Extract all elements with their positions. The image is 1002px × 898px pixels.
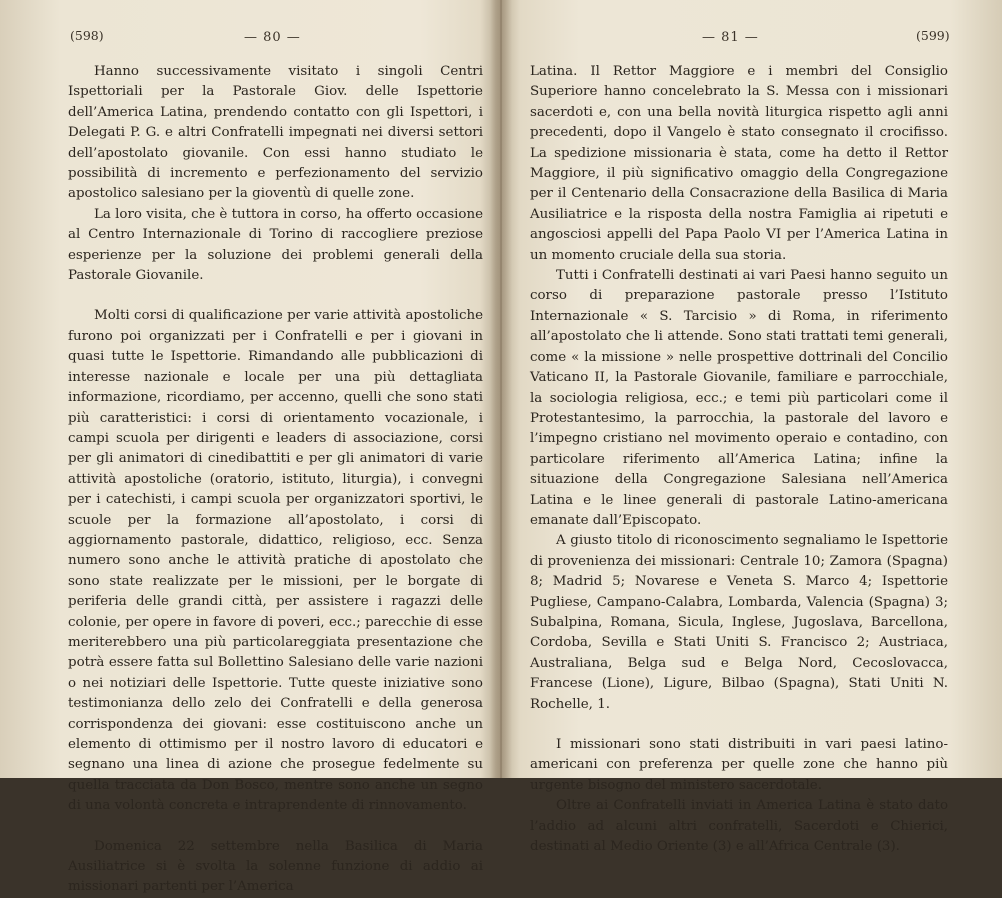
paragraph: A giusto titolo di riconoscimento segnaliamo le Ispettorie di provenienza dei missionari: Centrale 10; Zamora (Spagna) 8; Madrid 5; Novarese e Veneta S. Marco 4; Ispettorie Pugliese, Campano-Calabra, Lombarda, Valencia (Spagna) 3; Subalpina, Romana, Sicula, Inglese, Jugoslava, Barcellona, Cordoba, Sevilla e Stati Uniti S. Francisco 2; Austriaca, Australiana, Belga sud e Belga Nord, Cecoslovacca, Francese (Lione), Ligure, Bilbao (Spagna), Stati Uniti N. Rochelle, 1. <box>530 533 948 712</box>
paragraph: Oltre ai Confratelli inviati in America Latina è stato dato l’addio ad alcuni altri confratelli, Sacerdoti e Chierici, destinati al Medio Oriente (3) e all’Africa Centrale (3). <box>530 798 948 855</box>
paragraph: Latina. Il Rettor Maggiore e i membri del Consiglio Superiore hanno concelebrato la S. Messa con i missionari sacerdoti e, con una bella novità liturgica rispetto agli anni precedenti, dopo il Vangelo è stato consegnato il crocifisso. La spedizione missionaria è stata, come ha detto il Rettor Maggiore, il più significativo omaggio della Congregazione per il Centenario della Consacrazione della Basilica di Maria Ausiliatrice e la risposta della nostra Famiglia ai ripetuti e angosciosi appelli del Papa Paolo VI per l’America Latina in un momento cruciale della sua storia. <box>530 64 948 263</box>
paragraph: I missionari sono stati distribuiti in vari paesi latino-americani con preferenza per quelle zone che hanno più urgente bisogno del ministero sacerdotale. <box>530 737 948 793</box>
paragraph: La loro visita, che è tuttora in corso, ha offerto occasione al Centro Internazionale di Torino di raccogliere preziose esperienze per la soluzione dei problemi generali della Pastorale Giovanile. <box>68 206 483 284</box>
right-page <box>506 0 1002 855</box>
page-label: (599) <box>916 28 950 43</box>
page-number: — 80 — <box>244 30 301 45</box>
paragraph: Domenica 22 settembre nella Basilica di Maria Ausiliatrice si è svolta la solenne funzione di addio ai missionari partenti per l’America <box>68 838 483 895</box>
paragraph: Molti corsi di qualificazione per varie attività apostoliche furono poi organizzati per i Confratelli e per i giovani in quasi tutte le Ispettorie. Rimandando alle pubblicazioni di interesse nazionale e locale per una più dettagliata informazione, ricordiamo, per accenno, quelli che sono stati più caratteristici: i corsi di orientamento vocazionale, i campi scuola per dirigenti e leaders di associazione, corsi per gli animatori di cinedibattiti e per gli animatori di varie attività apostoliche (oratorio, istituto, liturgia), i convegni per i catechisti, i campi scuola per organizzatori sportivi, le scuole per la formazione all’apostolato, i corsi di aggiornamento pastorale, didattico, religioso, ecc. Senza numero sono anche le attività pratiche di apostolato che sono state realizzate per le missioni, per le borgate di periferia delle grandi città, per assistere i ragazzi delle colonie, per opere in favore di poveri, ecc.; parecchie di esse meriterebbero una più particolareggiata presentazione che potrà essere fatta sul Bollettino Salesiano delle varie nazioni o nei notiziari delle Ispettorie. Tutte queste iniziative sono testimonianza dello zelo dei Confratelli e della generosa corrispondenza dei giovani: esse costituiscono anche un elemento di ottimismo per il nostro lavoro di educatori e segnano una linea di azione che prosegue fedelmente su quella tracciata da Don Bosco, mentre sono anche un segno di una volontà concreta e intraprendente di rinnovamento. <box>68 308 483 814</box>
page-number: — 81 — <box>702 30 759 45</box>
page-body <box>530 62 948 857</box>
page-label: (598) <box>70 28 104 43</box>
paragraph: Hanno successivamente visitato i singoli Centri Ispettoriali per la Pastorale Giov. delle Ispettorie dell’America Latina, prendendo contatto con gli Ispettori, i Delegati P. G. e altri Confratelli impegnati nei diversi settori dell’apostolato giovanile. Con essi hanno studiato le possibilità di incremento e perfezionamento del servizio apostolico salesiano per la gioventù di quelle zone. <box>68 64 483 202</box>
page-body <box>68 62 483 898</box>
left-page <box>0 0 496 895</box>
paragraph: Tutti i Confratelli destinati ai vari Paesi hanno seguito un corso di preparazione pastorale presso l’Istituto Internazionale « S. Tarcisio » di Roma, in riferimento all’apostolato che li attende. Sono stati trattati temi generali, come « la missione » nelle prospettive dottrinali del Concilio Vaticano II, la Pastorale Giovanile, familiare e parrocchiale, la sociologia religiosa, ecc.; e temi più particolari come il Protestantesimo, la parrocchia, la pastorale del lavoro e l’impegno cristiano nel movimento operaio e contadino, con particolare riferimento all’America Latina; infine la situazione della Congregazione Salesiana nell’America Latina e le linee generali di pastorale Latino-americana emanate dall’Episcopato. <box>530 268 948 528</box>
